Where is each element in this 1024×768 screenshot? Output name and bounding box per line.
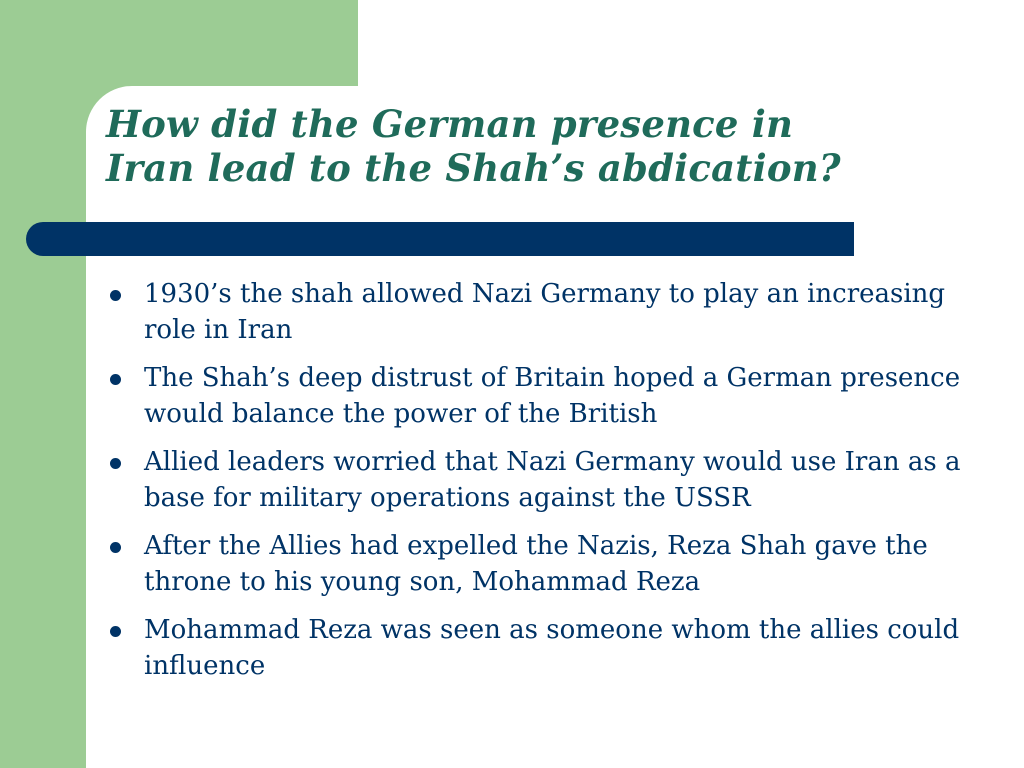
bullet-text: The Shah’s deep distrust of Britain hoped a German presence would balance the power of the British — [144, 363, 961, 429]
slide-title — [106, 102, 1006, 190]
bullet-dot-icon — [110, 458, 121, 469]
bullet-item — [104, 612, 1004, 684]
bullet-item — [104, 444, 1004, 516]
title-underline-bar — [26, 222, 854, 256]
bullet-dot-icon — [110, 542, 121, 553]
slide-title-line-1: How did the German presence in — [106, 102, 794, 146]
bullet-list — [104, 276, 1004, 696]
bullet-dot-icon — [110, 290, 121, 301]
bullet-dot-icon — [110, 626, 121, 637]
bullet-text: Allied leaders worried that Nazi Germany would use Iran as a base for military operations against the USSR — [144, 447, 961, 513]
bullet-text: After the Allies had expelled the Nazis, Reza Shah gave the throne to his young son, Mohammad Reza — [144, 531, 928, 597]
slide-title-line-2: Iran lead to the Shah’s abdication? — [106, 146, 841, 190]
bullet-item — [104, 360, 1004, 432]
bullet-text: 1930’s the shah allowed Nazi Germany to play an increasing role in Iran — [144, 279, 946, 345]
bullet-item — [104, 528, 1004, 600]
bullet-text: Mohammad Reza was seen as someone whom the allies could influence — [144, 615, 960, 681]
bullet-dot-icon — [110, 374, 121, 385]
bullet-item — [104, 276, 1004, 348]
